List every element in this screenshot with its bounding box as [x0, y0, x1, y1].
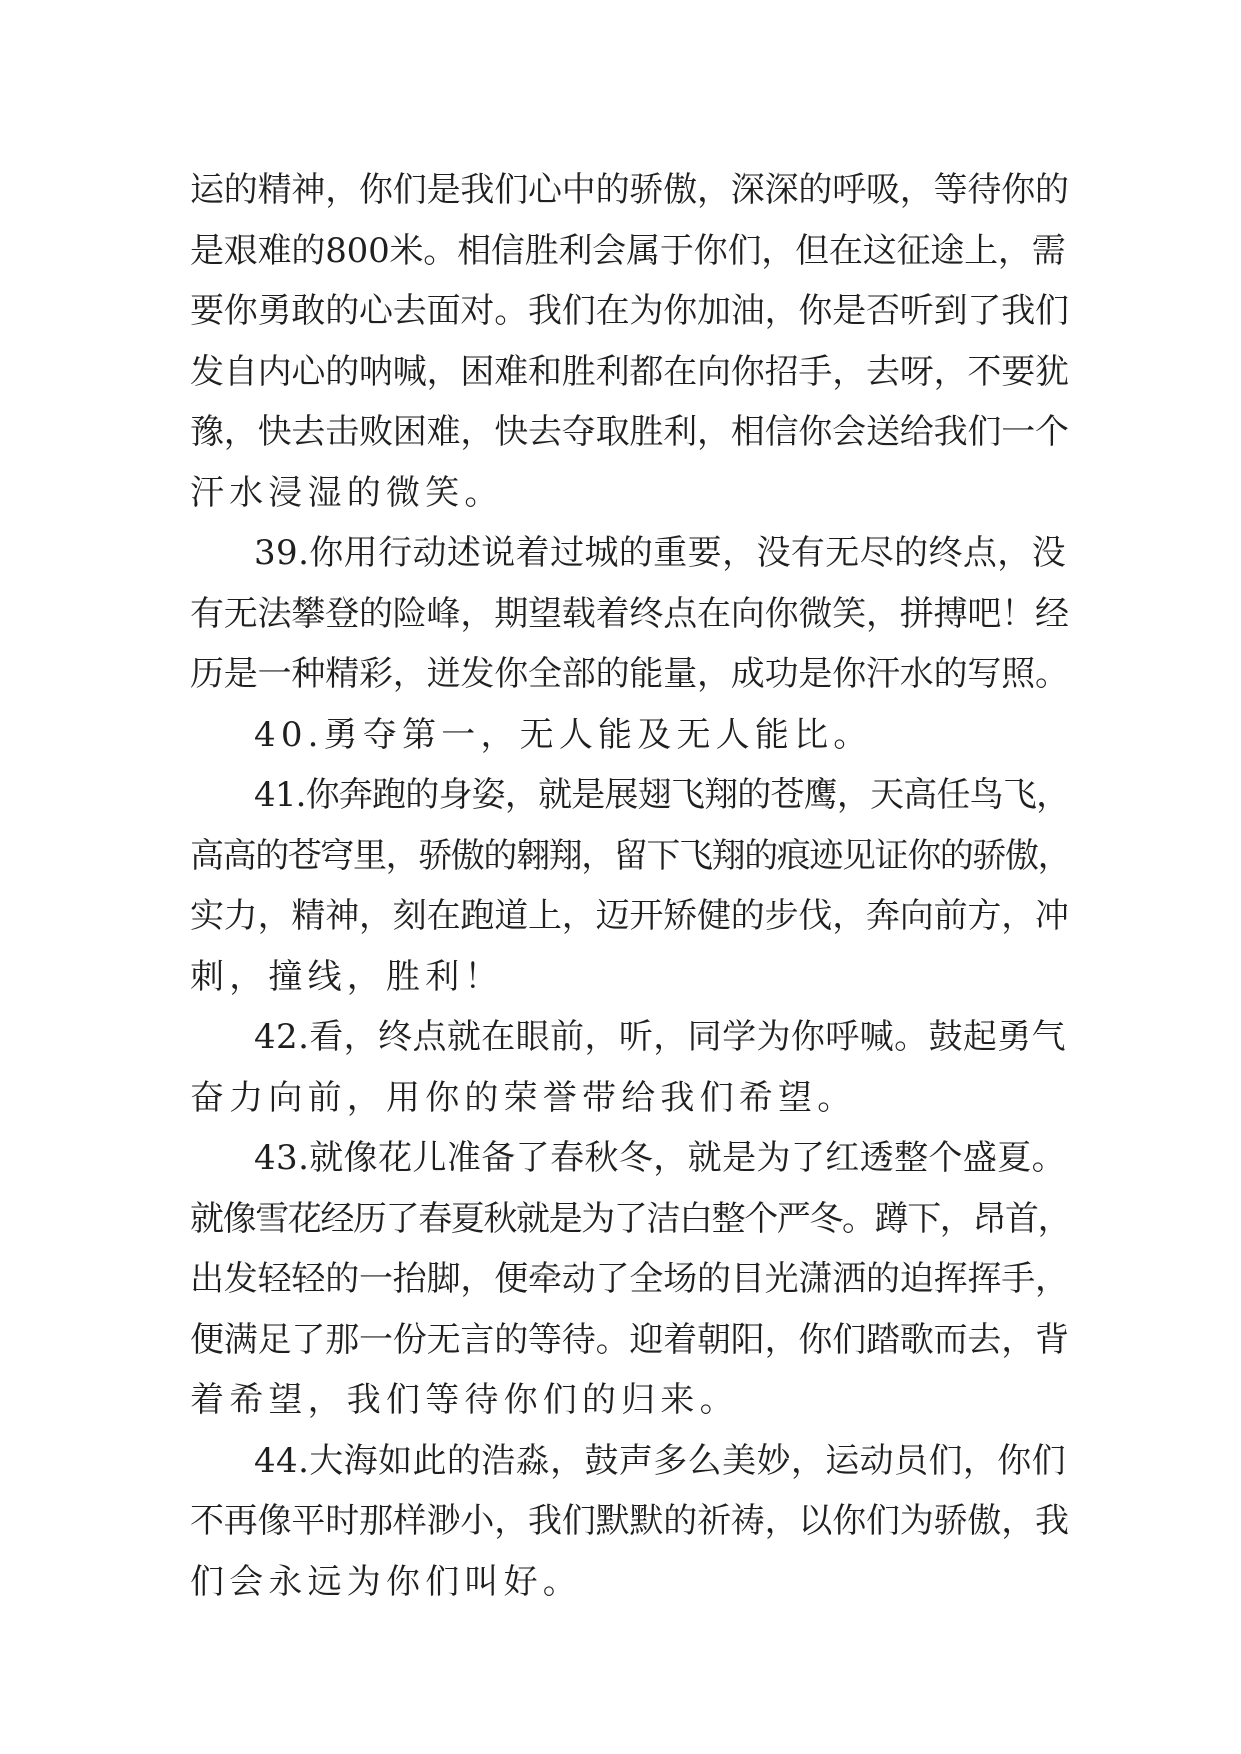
text-line: 40.勇夺第一，无人能及无人能比。	[254, 714, 873, 755]
text-line: 是艰难的800米。相信胜利会属于你们，但在这征途上，需	[190, 230, 1066, 271]
text-line: 奋力向前，用你的荣誉带给我们希望。	[190, 1077, 857, 1118]
text-line: 39.你用行动述说着过城的重要，没有无尽的终点，没	[254, 533, 1067, 573]
text-line: 要你勇敢的心去面对。我们在为你加油，你是否听到了我们	[190, 291, 1069, 331]
text-line: 汗水浸湿的微笑。	[190, 472, 504, 513]
text-line: 发自内心的呐喊，困难和胜利都在向你招手，去呀，不要犹	[190, 351, 1069, 392]
document-body	[190, 160, 1070, 1612]
text-line: 41.你奔跑的身姿，就是展翅飞翔的苍鹰，天高任鸟飞，	[254, 775, 1070, 815]
text-line: 豫，快去击败困难，快去夺取胜利，相信你会送给我们一个	[190, 412, 1069, 452]
text-line: 历是一种精彩，迸发你全部的能量，成功是你汗水的写照。	[190, 654, 1069, 694]
text-line: 44.大海如此的浩淼，鼓声多么美妙，运动员们，你们	[254, 1440, 1067, 1481]
text-line: 运的精神，你们是我们心中的骄傲，深深的呼吸，等待你的	[190, 170, 1069, 210]
text-line: 高高的苍穹里，骄傲的翱翔，留下飞翔的痕迹见证你的骄傲，	[190, 835, 1071, 876]
text-line: 实力，精神，刻在跑道上，迈开矫健的步伐，奔向前方，冲	[190, 896, 1069, 936]
text-line: 不再像平时那样渺小，我们默默的祈祷，以你们为骄傲，我	[190, 1501, 1069, 1541]
text-line: 就像雪花经历了春夏秋就是为了洁白整个严冬。蹲下，昂首，	[190, 1198, 1071, 1239]
text-line: 着希望，我们等待你们的归来。	[190, 1380, 739, 1420]
text-line: 刺，撞线，胜利！	[190, 956, 504, 997]
text-line: 出发轻轻的一抬脚，便牵动了全场的目光潇洒的迫挥挥手，	[190, 1259, 1069, 1299]
text-line: 有无法攀登的险峰，期望载着终点在向你微笑，拼搏吧！经	[190, 593, 1069, 634]
text-line: 便满足了那一份无言的等待。迎着朝阳，你们踏歌而去，背	[190, 1319, 1069, 1360]
text-line: 们会永远为你们叫好。	[190, 1561, 582, 1602]
text-line: 42.看，终点就在眼前，听，同学为你呼喊。鼓起勇气	[254, 1017, 1067, 1057]
text-line: 43.就像花儿准备了春秋冬，就是为了红透整个盛夏。	[254, 1138, 1067, 1178]
